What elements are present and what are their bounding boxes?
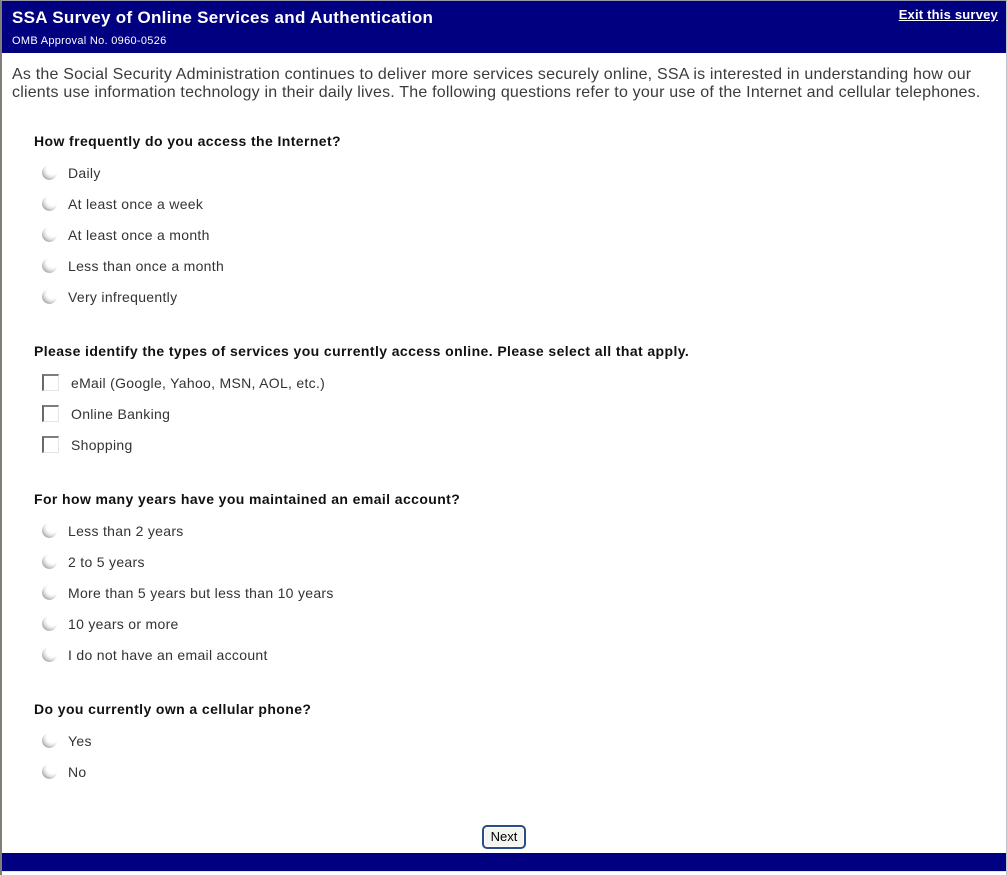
options-group [12,157,996,312]
checkbox-icon[interactable] [42,436,59,453]
radio-button-icon[interactable] [42,258,57,273]
option-label: At least once a month [68,226,210,243]
radio-button-icon[interactable] [42,289,57,304]
survey-title: SSA Survey of Online Services and Authentication [12,8,434,27]
footer-bar [2,853,1006,871]
omb-approval-text: OMB Approval No. 0960-0526 [12,35,167,47]
survey-content [2,53,1006,853]
options-group [12,725,996,787]
radio-option[interactable] [42,725,996,756]
radio-option[interactable] [42,281,996,312]
question-text: For how many years have you maintained an email account? [34,491,461,507]
option-label: No [68,763,87,780]
page-bottom-edge [2,871,1006,875]
radio-option[interactable] [42,515,996,546]
radio-option[interactable] [42,608,996,639]
radio-option[interactable] [42,219,996,250]
option-label: Online Banking [71,405,171,422]
question-text: Do you currently own a cellular phone? [34,701,312,717]
option-label: Shopping [71,436,133,453]
option-label: I do not have an email account [68,646,268,663]
next-button[interactable]: Next [482,825,527,849]
question-block-online-services [12,343,996,460]
option-label: Very infrequently [68,288,178,305]
exit-survey-link[interactable]: Exit this survey [898,7,998,22]
checkbox-option[interactable] [42,398,996,429]
question-text: How frequently do you access the Internet? [34,133,341,149]
option-label: 2 to 5 years [68,553,145,570]
options-group [12,515,996,670]
radio-option[interactable] [42,577,996,608]
nav-button-row [12,825,996,849]
option-label: Less than once a month [68,257,225,274]
radio-button-icon[interactable] [42,764,57,779]
radio-button-icon[interactable] [42,165,57,180]
radio-button-icon[interactable] [42,647,57,662]
options-group [12,367,996,460]
intro-paragraph: As the Social Security Administration continues to deliver more services securely online, SSA is interested in understanding how our clients use information technology in their daily lives. The following questions refer to your use of the Internet and cellular telephones. [12,66,981,101]
header-banner [2,1,1006,53]
checkbox-option[interactable] [42,367,996,398]
radio-button-icon[interactable] [42,554,57,569]
question-text: Please identify the types of services you currently access online. Please select all that apply. [34,343,690,359]
radio-button-icon[interactable] [42,733,57,748]
option-label: Daily [68,164,101,181]
radio-option[interactable] [42,188,996,219]
option-label: More than 5 years but less than 10 years [68,584,334,601]
checkbox-icon[interactable] [42,405,59,422]
question-block-email-years [12,491,996,670]
checkbox-icon[interactable] [42,374,59,391]
radio-button-icon[interactable] [42,523,57,538]
radio-button-icon[interactable] [42,585,57,600]
radio-button-icon[interactable] [42,227,57,242]
option-label: eMail (Google, Yahoo, MSN, AOL, etc.) [71,374,326,391]
radio-option[interactable] [42,756,996,787]
option-label: 10 years or more [68,615,179,632]
radio-button-icon[interactable] [42,616,57,631]
question-block-cell-phone [12,701,996,787]
radio-button-icon[interactable] [42,196,57,211]
question-block-internet-frequency [12,133,996,312]
radio-option[interactable] [42,157,996,188]
option-label: Less than 2 years [68,522,184,539]
radio-option[interactable] [42,250,996,281]
radio-option[interactable] [42,546,996,577]
checkbox-option[interactable] [42,429,996,460]
option-label: Yes [68,732,92,749]
option-label: At least once a week [68,195,204,212]
radio-option[interactable] [42,639,996,670]
